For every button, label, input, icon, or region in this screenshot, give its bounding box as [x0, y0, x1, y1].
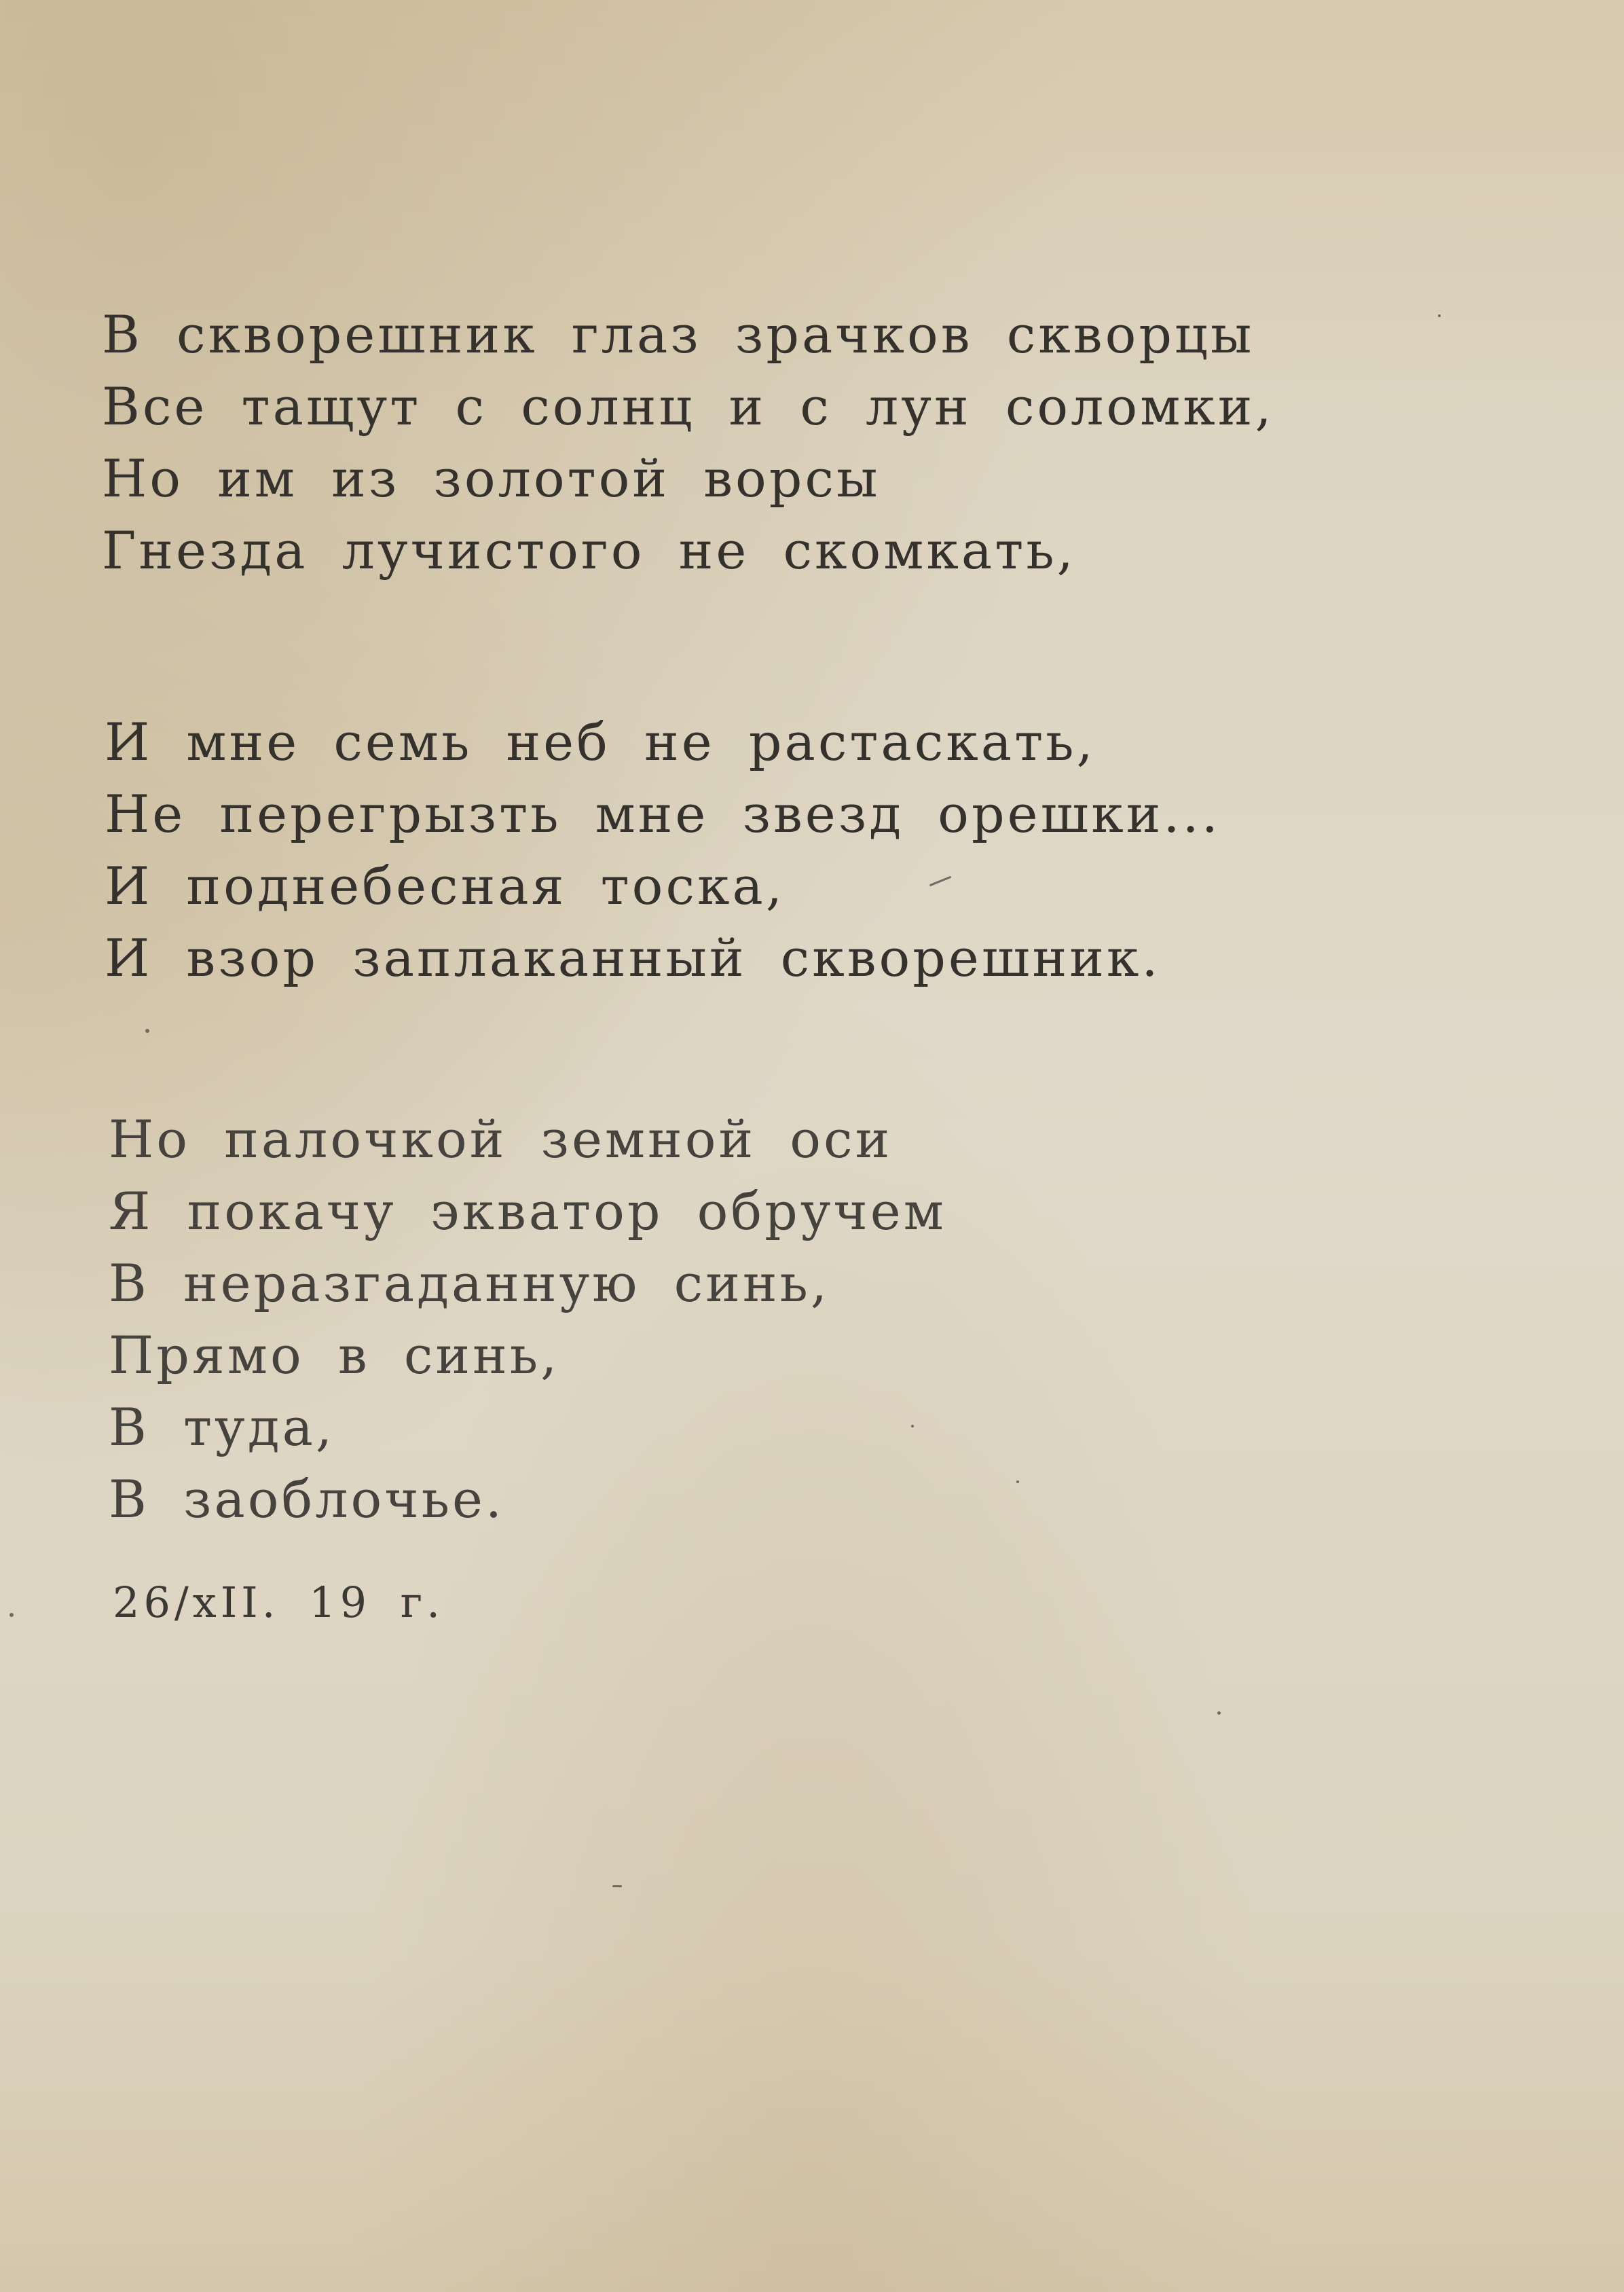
poem-line: И взор заплаканный скворешник. [105, 928, 1161, 988]
poem-line: Прямо в синь, [109, 1325, 560, 1385]
stanza-2 [105, 706, 1221, 994]
poem-line: Я покачу экватор обручем [109, 1181, 946, 1241]
poem-line: Не перегрызть мне звезд орешки... [105, 784, 1221, 844]
stanza-1 [102, 299, 1274, 587]
poem-line: И мне семь неб не растаскать, [105, 712, 1096, 772]
paper-speck [1438, 314, 1441, 317]
poem-line: В неразгаданную синь, [109, 1253, 830, 1313]
paper-speck [911, 1425, 914, 1427]
poem-line: Гнезда лучистого не скомкать, [102, 520, 1076, 581]
poem-line: И поднебесная тоска, [105, 856, 785, 916]
poem-line: Но им из золотой ворсы [102, 448, 881, 509]
poem-line: Но палочкой земной оси [109, 1109, 893, 1169]
paper-speck [145, 1029, 149, 1033]
paper-speck [1016, 1480, 1019, 1483]
poem-date: 26/xII. 19 г. [113, 1578, 444, 1627]
poem-line: В туда, [109, 1397, 335, 1457]
paper-speck [10, 1613, 14, 1617]
stanza-3 [109, 1104, 946, 1535]
paper-speck [1217, 1711, 1221, 1715]
poem-line: В заоблочье. [109, 1469, 505, 1529]
paper-speck [612, 1885, 622, 1887]
poem-line: В скворешник глаз зрачков скворцы [102, 304, 1255, 365]
poem-line: Все тащут с солнц и с лун соломки, [102, 376, 1274, 437]
